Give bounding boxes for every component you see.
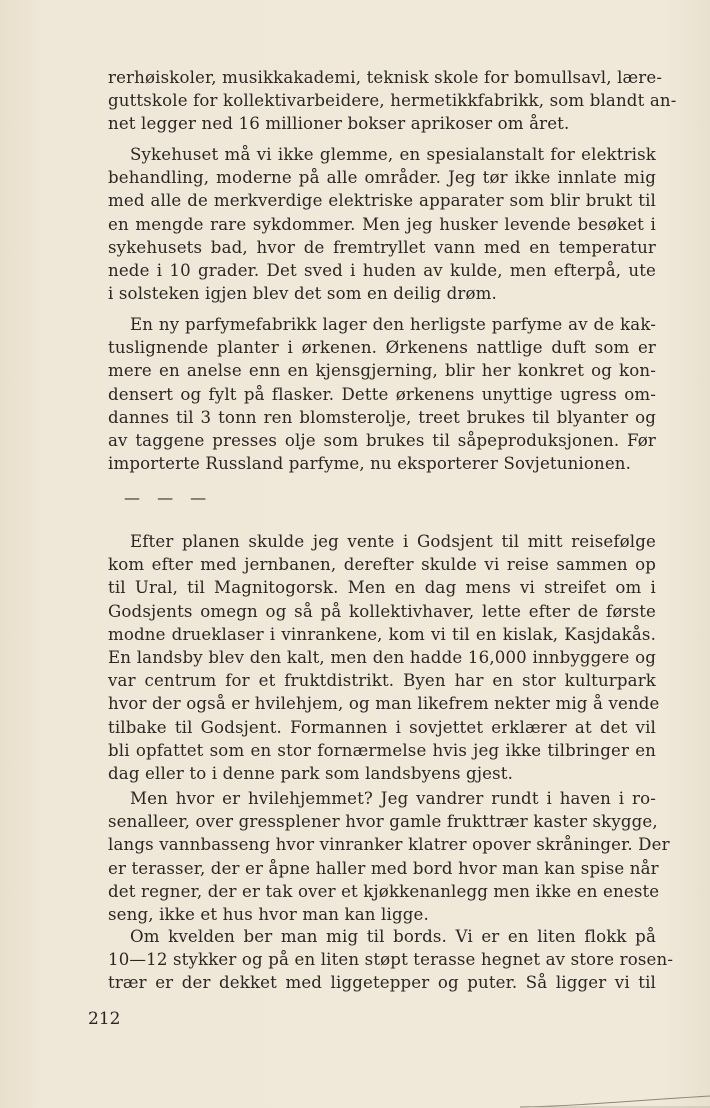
text-line: nede i 10 grader. Det sved i huden av kulde, men efterpå, ute — [108, 260, 656, 280]
text-line: Godsjents omegn og så på kollektivhaver, lette efter de første — [108, 601, 656, 621]
text-line: Efter planen skulde jeg vente i Godsjent til mitt reisefølge — [130, 532, 656, 551]
text-line: rerhøiskoler, musikkakademi, teknisk skole for bomullsavl, lære- — [108, 68, 663, 87]
paragraph-5 — [108, 787, 670, 926]
text-line: en mengde rare sykdommer. Men jeg husker levende besøket i — [108, 214, 656, 234]
text-line: 10—12 stykker og på en liten støpt terasse hegnet av store rosen- — [108, 950, 674, 970]
paragraph-1 — [108, 66, 677, 136]
text-line: mere en anelse enn en kjensgjerning, blir her konkret og kon- — [108, 361, 656, 381]
text-line: sykehusets bad, hvor de fremtryllet vann med en temperatur — [108, 237, 656, 257]
text-line: modne drueklaser i vinrankene, kom vi til en kislak, Kasjdakås. — [108, 624, 656, 644]
text-line: er terasser, der er åpne haller med bord hvor man kan spise når — [108, 858, 659, 878]
text-line: dag eller to i denne park som landsbyens gjest. — [108, 763, 514, 783]
text-line: i solsteken igjen blev det som en deilig drøm. — [108, 284, 497, 304]
text-line: En landsby blev den kalt, men den hadde 16,000 innbyggere og — [108, 647, 656, 667]
text-line: av taggene presses olje som brukes til såpeproduksjonen. Før — [108, 430, 656, 450]
text-line: behandling, moderne på alle områder. Jeg tør ikke innlate mig — [108, 168, 656, 188]
text-line: tuslignende planter i ørkenen. Ørkenens nattlige duft som er — [108, 338, 656, 358]
paragraph-6 — [108, 925, 674, 995]
text-line: det regner, der er tak over et kjøkkenanlegg men ikke en eneste — [108, 881, 660, 901]
text-line: dannes til 3 tonn ren blomsterolje, treet brukes til blyanter og — [108, 407, 656, 427]
text-line: Om kvelden ber man mig til bords. Vi er en liten flokk på — [130, 927, 656, 946]
text-line: senalleer, over gressplener hvor gamle frukttrær kaster skygge, — [108, 812, 658, 832]
text-line: med alle de merkverdige elektriske apparater som blir brukt til — [108, 191, 656, 211]
text-line: tilbake til Godsjent. Formannen i sovjettet erklærer at det vil — [108, 717, 656, 737]
paragraph-4 — [108, 530, 660, 785]
text-line: langs vannbasseng hvor vinranker klatrer opover skråninger. Der — [108, 835, 670, 855]
paragraph-2 — [108, 143, 656, 305]
text-line: bli opfattet som en stor fornærmelse hvis jeg ikke tilbringer en — [108, 740, 656, 760]
text-line: til Ural, til Magnitogorsk. Men en dag mens vi streifet om i — [108, 578, 656, 598]
text-line: kom efter med jernbanen, derefter skulde vi reise sammen op — [108, 555, 656, 575]
section-separator: — — — — [124, 488, 213, 507]
text-line: densert og fylt på flasker. Dette ørkenens unyttige ugress om- — [108, 384, 656, 404]
text-line: Men hvor er hvilehjemmet? Jeg vandrer rundt i haven i ro- — [130, 789, 656, 808]
text-line: hvor der også er hvilehjem, og man likefrem nekter mig å vende — [108, 694, 660, 714]
text-line: guttskole for kollektivarbeidere, hermetikkfabrikk, som blandt an- — [108, 91, 677, 111]
text-line: var centrum for et fruktdistrikt. Byen har en stor kulturpark — [108, 671, 656, 691]
text-line: importerte Russland parfyme, nu eksporterer Sovjetunionen. — [108, 454, 632, 474]
text-line: Sykehuset må vi ikke glemme, en spesialanstalt for elektrisk — [130, 145, 656, 164]
page-edge-curl — [520, 1090, 710, 1108]
paragraph-3 — [108, 313, 656, 475]
page-number: 212 — [88, 1009, 121, 1029]
text-line: trær er der dekket med liggetepper og puter. Så ligger vi til — [108, 973, 656, 993]
text-line: net legger ned 16 millioner bokser aprikoser om året. — [108, 114, 570, 134]
text-line: seng, ikke et hus hvor man kan ligge. — [108, 904, 429, 924]
text-line: En ny parfymefabrikk lager den herligste parfyme av de kak- — [130, 315, 656, 334]
